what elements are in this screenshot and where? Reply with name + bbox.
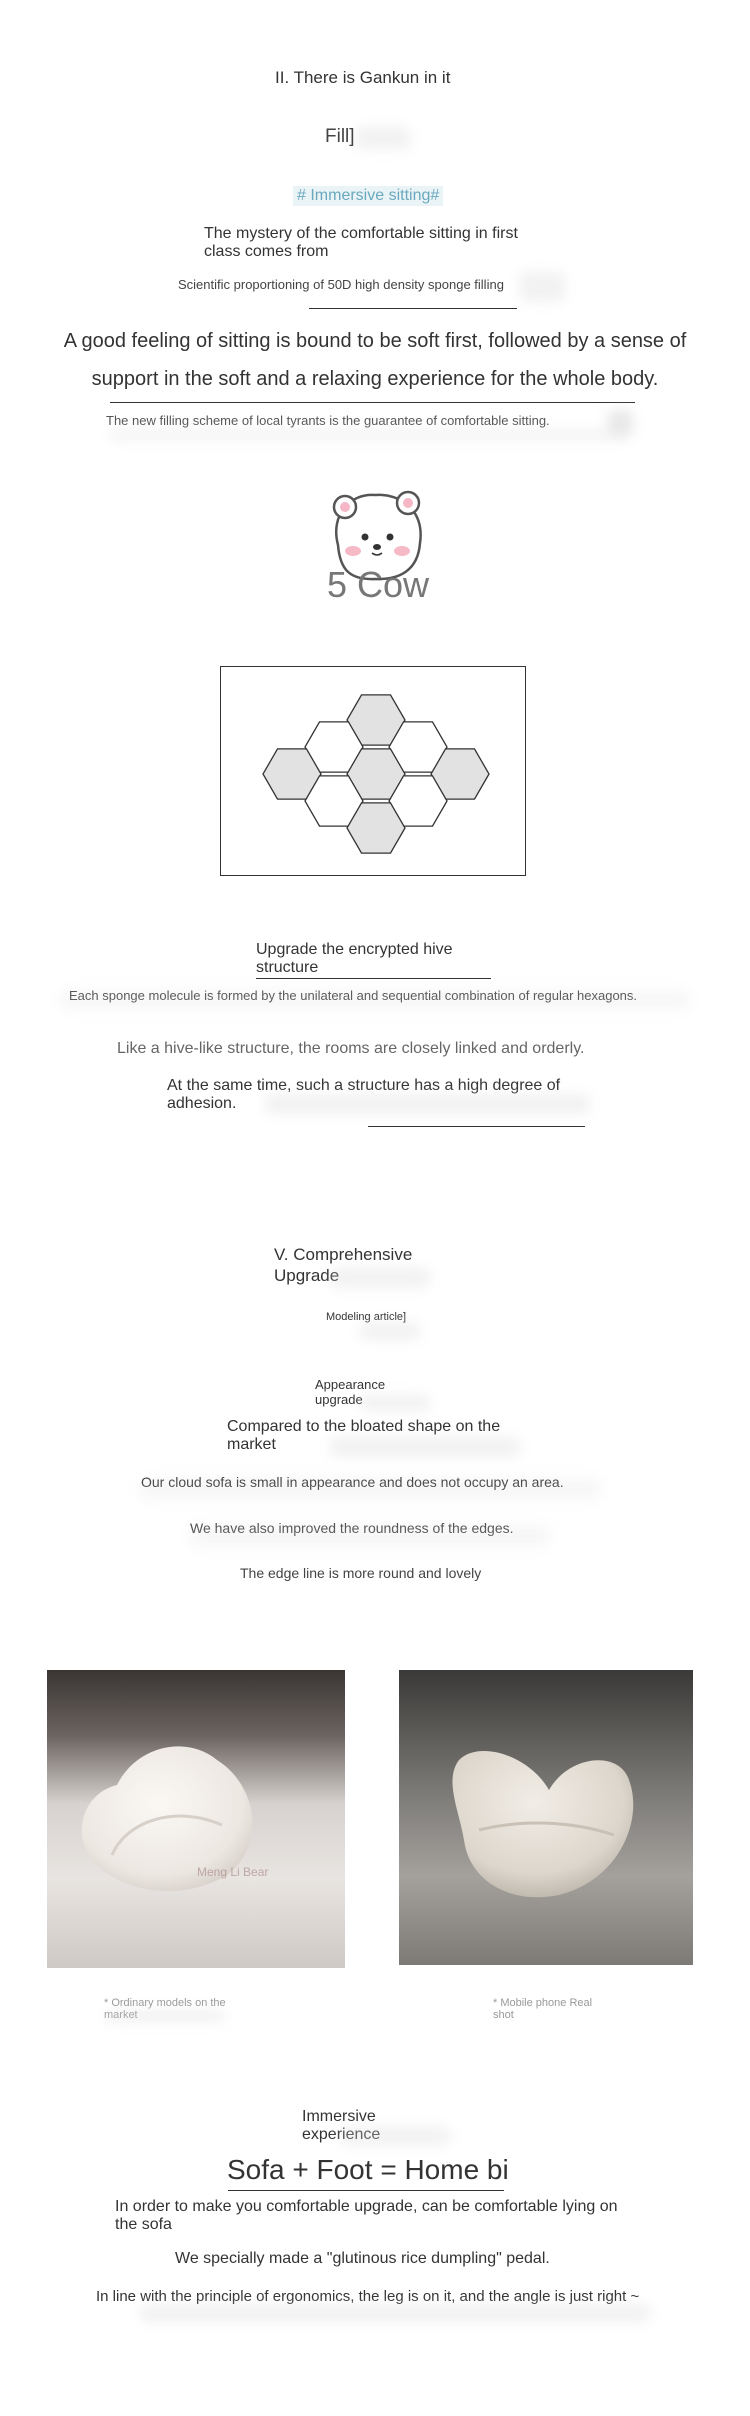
blur-decoration — [608, 410, 633, 434]
section5-title: V. Comprehensive Upgrade — [274, 1245, 413, 1285]
divider — [110, 402, 635, 403]
divider — [256, 978, 491, 979]
blur-decoration — [140, 1478, 600, 1500]
modeling-label: Modeling article] — [326, 1311, 407, 1323]
pedal-text: We specially made a "glutinous rice dumpling" pedal. — [175, 2250, 550, 2267]
real-shot-caption: * Mobile phone Real shot — [493, 1997, 593, 2021]
sofa-photo-market — [47, 1670, 345, 1968]
market-caption: * Ordinary models on the market — [104, 1997, 226, 2021]
blur-decoration — [265, 1094, 590, 1114]
mystery-text: The mystery of the comfortable sitting in first class comes from — [204, 225, 518, 260]
divider — [368, 1126, 585, 1127]
blur-decoration — [340, 2127, 450, 2145]
adhesion-text: At the same time, such a structure has a high degree of adhesion. — [167, 1077, 561, 1112]
blur-decoration — [330, 1437, 520, 1457]
sofa-photo-real — [399, 1670, 693, 1965]
edge-text: The edge line is more round and lovely — [240, 1565, 482, 1581]
proportion-text: Scientific proportioning of 50D high density sponge filling — [178, 277, 504, 292]
blur-decoration — [190, 1525, 550, 1547]
roundness-text: We have also improved the roundness of the edges. — [190, 1520, 514, 1536]
blur-decoration — [60, 990, 690, 1010]
fill-label: Fill] — [325, 126, 355, 147]
divider — [228, 2190, 504, 2191]
hive-like-text: Like a hive-like structure, the rooms are closely linked and orderly. — [117, 1040, 585, 1057]
blur-decoration — [330, 1268, 430, 1288]
blur-decoration — [360, 1395, 430, 1411]
comfortable-text: In order to make you comfortable upgrade, can be comfortable lying on the sofa — [115, 2198, 618, 2233]
formula-text: Sofa + Foot = Home bi — [227, 2154, 509, 2185]
hive-diagram — [220, 666, 526, 876]
cloud-text: Our cloud sofa is small in appearance and does not occupy an area. — [141, 1474, 564, 1490]
divider — [309, 308, 517, 309]
feeling-text: A good feeling of sitting is bound to be soft first, followed by a sense of support in the soft and a relaxing experience for the whole body. — [63, 330, 687, 390]
compared-text: Compared to the bloated shape on the market — [227, 1418, 501, 1453]
blur-decoration — [105, 2010, 225, 2022]
brand-text: 5 Cow — [327, 564, 430, 605]
ergonomics-text: In line with the principle of ergonomics, the leg is on it, and the angle is just right ~ — [96, 2288, 640, 2305]
section-title: II. There is Gankun in it — [275, 68, 451, 87]
appearance-label: Appearance upgrade — [315, 1377, 386, 1407]
guarantee-text: The new filling scheme of local tyrants is the guarantee of comfortable sitting. — [106, 413, 550, 428]
blur-decoration — [110, 430, 630, 440]
hive-heading: Upgrade the encrypted hive structure — [256, 941, 453, 976]
blur-decoration — [520, 272, 565, 302]
watermark-text: Meng Li Bear — [197, 1865, 269, 1879]
blur-decoration — [140, 2304, 650, 2322]
immersive-tag: # Immersive sitting# — [293, 186, 443, 206]
blur-decoration — [360, 1322, 420, 1340]
blur-decoration — [355, 127, 410, 149]
immersive-label: Immersive experience — [302, 2108, 381, 2143]
molecule-text: Each sponge molecule is formed by the unilateral and sequential combination of regular hexagons. — [69, 988, 638, 1003]
